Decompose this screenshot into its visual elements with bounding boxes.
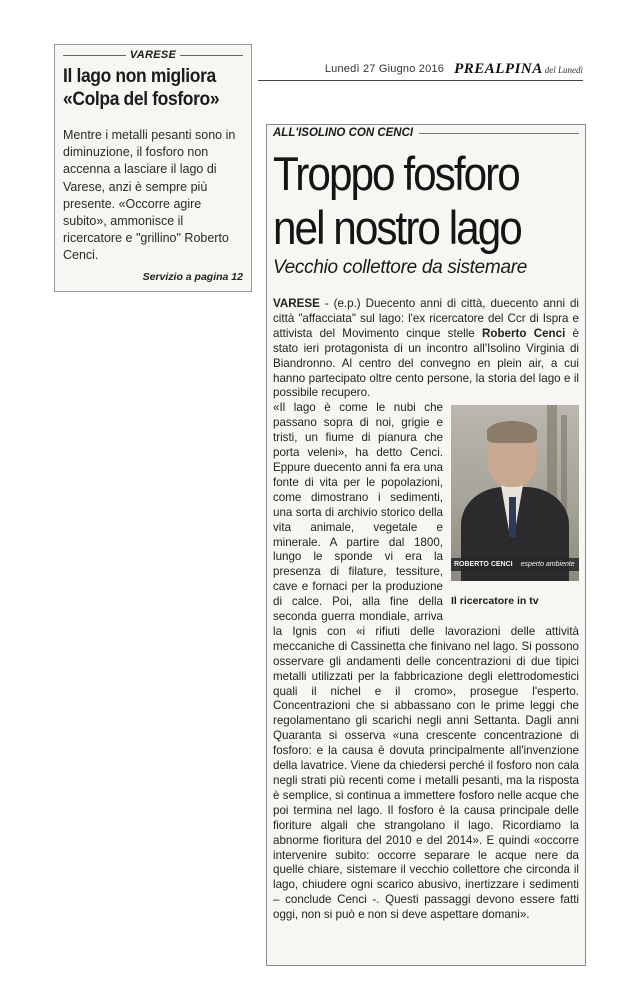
- paragraph-1-part-b: è stato ieri protagonista di un incontro all'Isolino Virginia di Biandronno. Al centro del convegno en plein air, a cui hanno partecipato oltre cento persone, la storia del lago e il possibile recupero.: [273, 326, 580, 400]
- issue-date: Lunedì 27 Giugno 2016: [324, 63, 445, 75]
- summary-title: [63, 65, 229, 111]
- summary-title-line2: «Colpa del fosforo»: [63, 89, 220, 110]
- summary-body: Mentre i metalli pesanti sono in diminuzione, il fosforo non accenna a lasciare il lago di Varese, anzi è sempre più presente. «Occorre agire subito», ammonisce il ricercatore e "grillino" Roberto Cenci.: [63, 128, 236, 263]
- headline-line1: Troppo fosforo: [273, 147, 519, 200]
- summary-box: [54, 44, 252, 292]
- main-article: [266, 124, 586, 966]
- newspaper-logo: [454, 60, 583, 78]
- subheadline: Vecchio collettore da sistemare: [273, 257, 528, 278]
- headline: [273, 147, 548, 255]
- newspaper-edition: del Lunedì: [544, 65, 583, 75]
- paragraph-1: [273, 297, 579, 401]
- person-name: Roberto Cenci: [482, 326, 566, 340]
- portrait-photo: [451, 405, 579, 581]
- section-label: VARESE: [129, 49, 177, 61]
- kicker-label: ALL'ISOLINO CON CENCI: [273, 127, 414, 139]
- photo-block: [451, 405, 579, 607]
- section-kicker: [63, 49, 243, 61]
- masthead: [258, 58, 583, 81]
- tv-overlay: [451, 558, 579, 571]
- photo-caption: Il ricercatore in tv: [451, 595, 539, 608]
- summary-title-line1: Il lago non migliora: [63, 66, 216, 87]
- paragraph-1-part-a: - (e.p.) Duecento anni di città, duecento anni di città "affacciata" sul lago: l'ex ricercatore del Ccr di Ispra e attivista del Movimento cinque stelle: [273, 297, 579, 340]
- kicker-rule-left: [63, 55, 126, 56]
- kicker-rule: [419, 133, 579, 134]
- dateline: VARESE: [273, 297, 320, 310]
- overlay-role: esperto ambiente: [520, 561, 575, 569]
- kicker-rule-right: [180, 55, 243, 56]
- article-body: [273, 297, 579, 923]
- headline-line2: nel nostro lago: [273, 201, 521, 254]
- page-reference: Servizio a pagina 12: [142, 270, 243, 283]
- newspaper-name: PREALPINA: [454, 61, 543, 77]
- paragraph-2: «Il lago è come le nubi che passano sopra di noi, grigie e tristi, un fiume di pianura che porta veleni», ha detto Cenci. Eppure duecento anni fa era una fonte di vita per le popolazioni, come dimostrano i sedimenti, una sorta di archivio storico della vita animale, vegetale e minerale. A partire dal 1800, lungo le sponde vi era la presenza di filature, tessiture, cave e fornaci per la produzione di calce. Poi, alla fine della seconda guerra mondiale, arriva la Ignis con «i rifiuti delle lavorazioni delle attività meccaniche di Cassinetta che finivano nel lago. Si possono osservare gli andamenti delle concentrazioni di due tipici metalli utilizzati per la fabbricazione degli elettrodomestici quali il nichel e il cromo», prosegue l'esperto. Concentrazioni che si abbassano con le prime leggi che regolamentano gli scarichi negli anni Settanta. Dagli anni Quaranta si osserva «una crescente concentrazione di fosforo: e la causa è dovuta principalmente all'invenzione della lavatrice. Viene da chiedersi perché il fosforo non cala negli strati più recenti come i metalli pesanti, ma la risposta è semplice, si continua a immettere fosforo nelle acque che poi termina nel lago. Il fosforo è la causa principale delle fioriture algali che strangolano il lago. Ricordiamo la abnorme fioritura del 2010 e del 2014». E quindi «occorre intervenire subito: occorre separare le acque nere da quelle chiare, sistemare il vecchio collettore che circonda il lago, chiudere ogni scarico abusivo, inertizzare i sedimenti – conclude Cenci -. Questi passaggi devono essere fatti oggi, non si può e non si deve aspettare domani».: [273, 401, 579, 922]
- article-kicker: [273, 127, 579, 139]
- overlay-name: ROBERTO CENCI: [454, 561, 513, 569]
